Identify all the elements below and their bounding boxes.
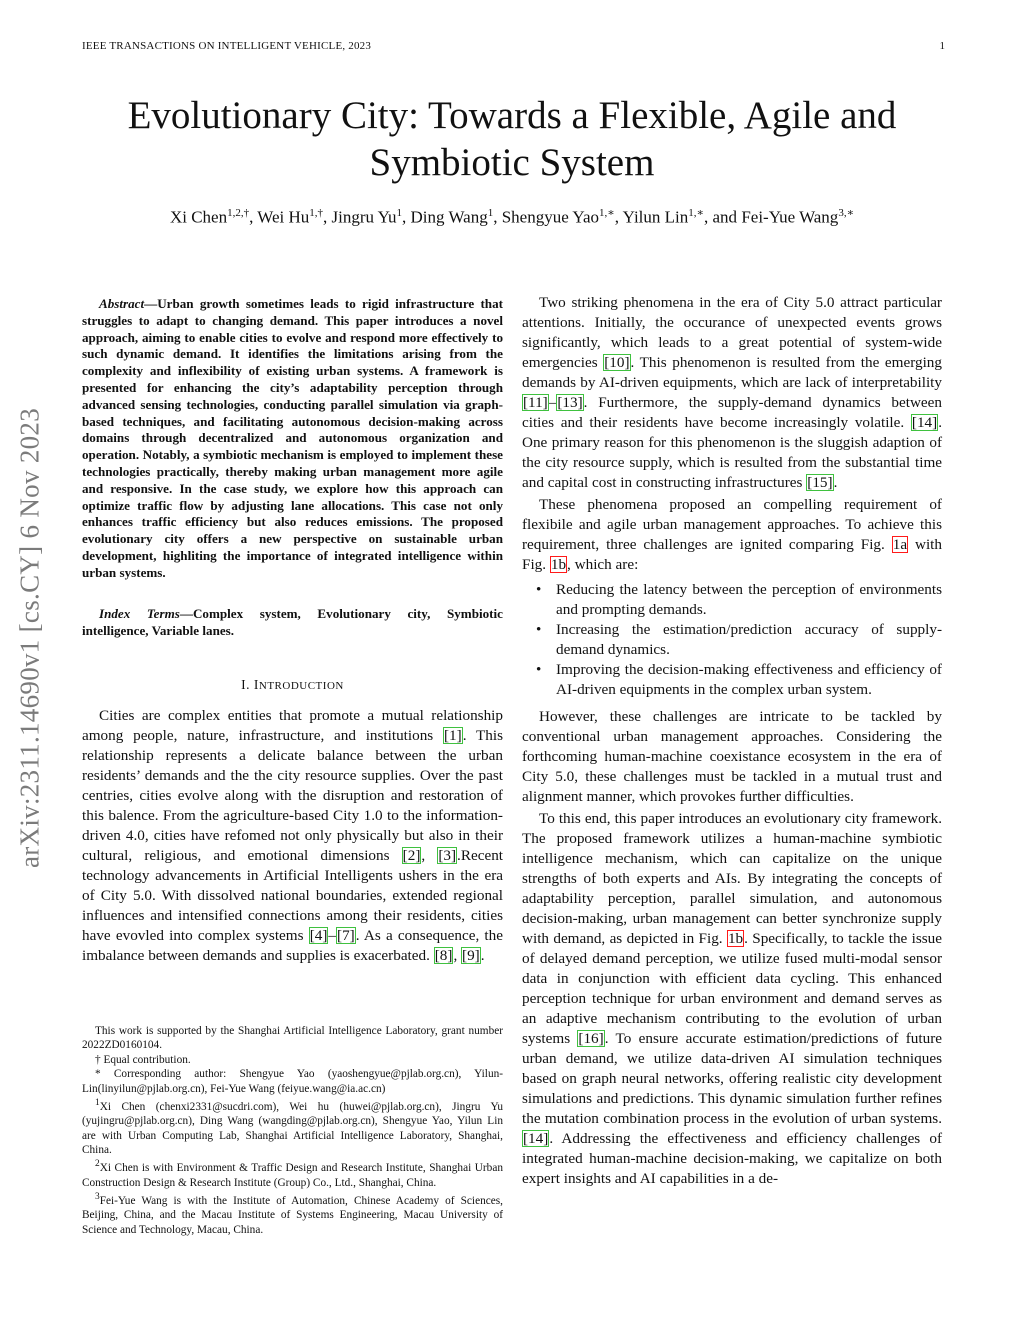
citation-link[interactable]: [1] <box>443 727 462 744</box>
footnote-affiliation-3 <box>82 1190 503 1237</box>
author-marks: 1 <box>487 207 494 219</box>
author-name: Jingru Yu <box>331 207 397 227</box>
list-item-text: Improving the decision-making effectiveness and efficiency of AI-driven equipments in the complex urban system. <box>556 661 942 698</box>
text-run: These phenomena proposed an compelling requirement of flexibile and agile urban management approaches. To achieve this requirement, three challenges are ignited comparing Fig. <box>522 496 942 553</box>
body-paragraph: However, these challenges are intricate to be tackled by conventional urban management approaches. Considering the forthcoming human-machine coexistance ecosystem in the era of City 5.0, these challenges must be tackled in a mutual trust and alignment manner, which provokes further difficulties. <box>522 708 942 805</box>
body-paragraph <box>522 495 942 575</box>
citation-link[interactable]: [14] <box>911 414 938 431</box>
page-number: 1 <box>939 40 945 52</box>
intro-paragraph <box>82 706 503 966</box>
author-marks: 3,∗ <box>838 207 855 219</box>
citation-link[interactable]: [3] <box>438 847 457 864</box>
text-run: .Recent technology advancements in Artificial Intelligents ushers in the era of City 5.0. With dissolved national boundaries, extended regional influences and intensified connections among their residents, cities have evovled into complex systems <box>82 847 504 944</box>
arxiv-stamp <box>10 352 50 924</box>
challenge-list <box>522 580 942 700</box>
author-marks: 1,∗ <box>599 207 615 219</box>
footnote-text: Fei-Yue Wang is with the Institute of Automation, Chinese Academy of Sciences, Beijing, China, and the Macau Institute of Systems Engineering, Macau University of Science and Technology, Macau, China. <box>82 1194 503 1236</box>
bullet-icon: • <box>536 661 542 678</box>
footnote-mark: 2 <box>95 1159 100 1170</box>
section-title-rest: NTRODUCTION <box>258 680 344 692</box>
index-terms-text: —Complex system, Evolutionary city, Symbiotic intelligence, Variable lanes. <box>82 606 503 638</box>
text-run: To this end, this paper introduces an evolutionary city framework. The proposed framework utilizes a human-machine symbiotic intelligence mechanism, which can capitalize on the unique strengths of both experts and AIs. By integrating the concepts of adaptability perception, parallel simulation, and autonomous decision-making, urban management can better synchronize supply with demand, as depicted in Fig. <box>522 810 942 947</box>
citation-link[interactable]: [14] <box>523 1130 549 1147</box>
citation-link[interactable]: [13] <box>557 394 583 411</box>
text-run: Two striking phenomena in the era of City 5.0 attract particular attentions. Initially, the occurance of unexpected events grows significantly, which leads to a great potential of system-wide emergencies <box>522 294 942 371</box>
author-name: Fei-Yue Wang <box>741 207 839 227</box>
text-run: . One primary reason for this phenomenon is the sluggish adaption of the city resource supply, which is resulted from the substantial time and capital cost in constructing infrastructures <box>522 414 942 491</box>
text-run: , <box>453 947 462 964</box>
list-item-text: Increasing the estimation/prediction accuracy of supply-demand dynamics. <box>556 621 942 658</box>
text-run: . This phenomenon is resulted from the emerging demands by AI-driven equipments, which are lack of interpretability <box>522 354 942 391</box>
text-run: . Furthermore, the supply-demand dynamics between cities and their residents have become increasingly volatile. <box>522 394 942 431</box>
text-run: , which are: <box>567 556 639 573</box>
list-item <box>522 660 942 700</box>
list-item-text: Reducing the latency between the perception of environments and prompting demands. <box>556 581 942 618</box>
section-numeral: I. I <box>241 677 259 692</box>
section-heading <box>82 677 503 693</box>
footnote-text: Xi Chen (chenxi2331@sucdri.com), Wei hu (huwei@pjlab.org.cn), Jingru Yu (yujingru@pjlab.org.cn), Ding Wang (wangding@pjlab.org.cn), Shengyue Yao, Yilun Lin are with Urban Computing Lab, Shanghai Artificial Intelligence Laboratory, Shanghai, China. <box>82 1100 503 1157</box>
abstract <box>82 296 503 582</box>
text-run: – <box>548 394 557 411</box>
list-item <box>522 620 942 660</box>
figure-link[interactable]: 1a <box>892 536 908 553</box>
index-terms-label: Index Terms <box>99 606 180 621</box>
figure-link[interactable]: 1b <box>550 556 567 573</box>
footnote-affiliation-1 <box>82 1096 503 1157</box>
citation-link[interactable]: [9] <box>462 947 480 964</box>
text-run: – <box>328 927 337 944</box>
body-paragraph <box>522 809 942 1189</box>
paper-title: Evolutionary City: Towards a Flexible, Agile and Symbiotic System <box>127 94 897 184</box>
running-head: IEEE TRANSACTIONS ON INTELLIGENT VEHICLE, 2023 <box>82 40 372 52</box>
citation-link[interactable]: [11] <box>523 394 548 411</box>
index-terms <box>82 606 503 640</box>
citation-link[interactable]: [4] <box>309 927 328 944</box>
text-run: . <box>833 474 838 491</box>
author-name: Ding Wang <box>410 207 488 227</box>
text-run: . To ensure accurate estimation/predictions of future urban demand, we utilize data-driven AI simulation techniques based on graph neural networks, offering realistic city development simulations and predictions. This dynamic simulation further refines the mutation combination process in the evolution of urban systems. <box>522 1030 942 1127</box>
author-marks: 1 <box>396 207 403 219</box>
citation-link[interactable]: [16] <box>578 1030 604 1047</box>
author-marks: 1,2,† <box>227 207 250 219</box>
bullet-icon: • <box>536 621 542 638</box>
list-item <box>522 580 942 620</box>
footnote-mark: 1 <box>95 1098 100 1109</box>
bullet-icon: • <box>536 581 542 598</box>
author-name: Xi Chen <box>169 207 228 227</box>
arxiv-id: arXiv:2311.14690v1 [cs.CY] 6 Nov 2023 <box>14 407 45 869</box>
footnote-affiliation-2 <box>82 1157 503 1190</box>
abstract-label: Abstract <box>99 296 145 311</box>
citation-link[interactable]: [8] <box>434 947 453 964</box>
footnote-funding: This work is supported by the Shanghai Artificial Intelligence Laboratory, grant number 2022ZD0160104. <box>82 1025 503 1052</box>
citation-link[interactable]: [7] <box>337 927 355 944</box>
author-name: Wei Hu <box>257 207 310 227</box>
author-marks: 1,∗ <box>688 207 705 219</box>
citation-link[interactable]: [15] <box>807 474 833 491</box>
footnote-corresponding: * Corresponding author: Shengyue Yao (yaoshengyue@pjlab.org.cn), Yilun-Lin(linyilun@pjlab.org.cn), Fei-Yue Wang (feiyue.wang@ia.ac.cn) <box>82 1068 503 1095</box>
abstract-text: —Urban growth sometimes leads to rigid infrastructure that struggles to adapt to changing demand. This paper introduces a novel approach, aiming to enable cities to evolve and respond more effectively to such dynamic demand. It identifies the limitations arising from the complexity and inflexibility of existing urban systems. A framework is presented for enhancing the city’s adaptability perception through advanced sensing technologies, conducting parallel simulation via graph-based techniques, and facilitating autonomous decision-making across domains through decentralized and autonomous organization and operation. Notably, a symbiotic mechanism is employed to implement these technologies practically, thereby making urban management more agile and responsive. In the case study, we explore how this approach can optimize traffic flow by adjusting lane allocations. This case not only enhances traffic efficiency but also reduces emissions. The proposed evolutionary city offers a new perspective on sustainable urban development, highliting the importance of integrated intelligence within urban systems. <box>82 296 503 580</box>
text-run: . This relationship represents a delicate balance between the urban residents’ demands and the the city resource supplies. Over the past centries, cities evolve along with the disruption and restoration of this balence. From the agriculture-based City 1.0 to the information-driven 4.0, cities have refomed not only physically but also in their cultural, religious, and emotional dimensions <box>82 727 503 864</box>
figure-link[interactable]: 1b <box>727 930 744 947</box>
footnote-mark: 3 <box>95 1192 100 1202</box>
author-name: Shengyue Yao <box>501 207 600 227</box>
right-column <box>522 293 942 1189</box>
citation-link[interactable]: [2] <box>402 847 421 864</box>
footnotes <box>82 1024 503 1237</box>
footnote-equal-contribution: † Equal contribution. <box>95 1053 191 1066</box>
body-paragraph <box>522 293 942 493</box>
author-list: Xi Chen$^{1,2,\dagger}$, Wei $Hu^{1,\dagger}$, Jingru Yu$^1$, Ding Wang$^1$, Shengyue Yao$^{1,∗}$, Yilun Lin$^{1,∗}$, and Fei-Yue Wang$^{3,∗}$ <box>169 207 855 227</box>
author-marks: 1,† <box>309 207 324 219</box>
text-run: , <box>421 847 438 864</box>
text-run: . Addressing the effectiveness and efficiency challenges of integrated human-machine decision-making, we capitalize on both expert insights and AI capabilities in a de- <box>522 1130 942 1187</box>
text-run: . As a consequence, the imbalance between demands and supplies is exacerbated. <box>82 927 503 964</box>
text-run: with Fig. <box>522 536 942 573</box>
text-run: Cities are complex entities that promote a mutual relationship among people, nature, infrastructure, and institutions <box>82 707 503 744</box>
text-run: . <box>480 947 485 964</box>
footnote-text: Xi Chen is with Environment & Traffic Design and Research Institute, Shanghai Urban Construction Design & Research Institute (Group) Co., Ltd., Shanghai, China. <box>82 1162 503 1189</box>
citation-link[interactable]: [10] <box>604 354 630 371</box>
author-name: Yilun Lin <box>622 207 689 227</box>
text-run: . Specifically, to tackle the issue of delayed demand perception, we utilize fused multi-modal sensor data in conjunction with efficient data cycling. This enhanced perception technique for urban environment and demand serves as an adaptive mechanism contributing to the evolution of urban systems <box>522 930 943 1047</box>
